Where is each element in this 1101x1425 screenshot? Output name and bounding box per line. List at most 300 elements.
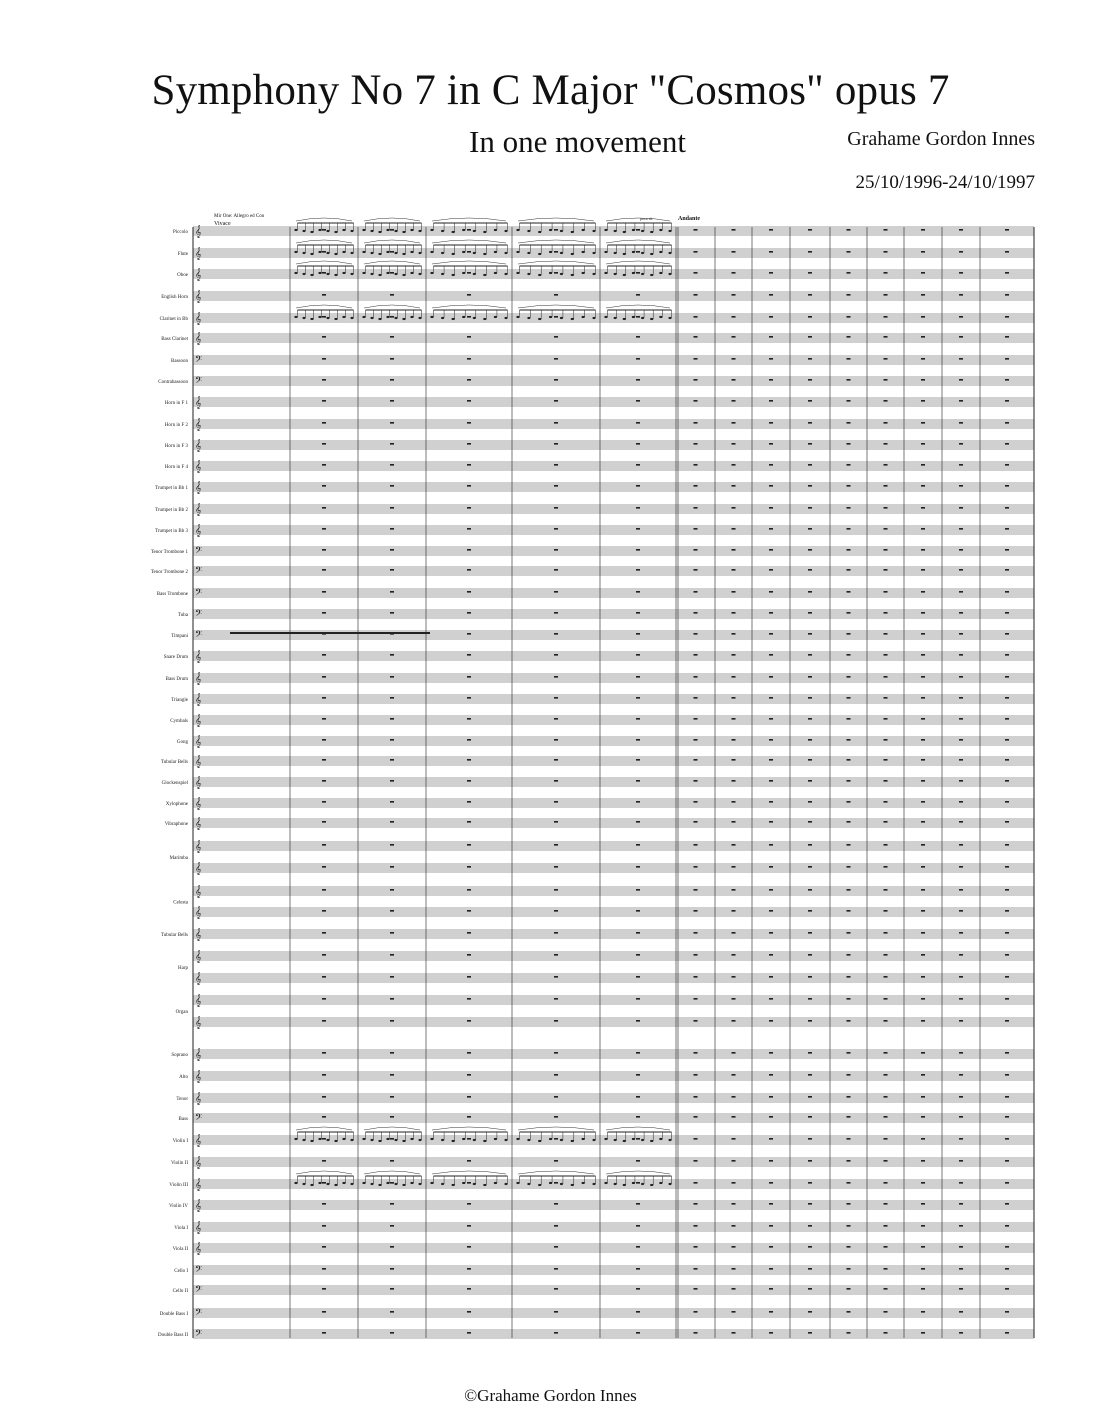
measure-rest bbox=[390, 821, 394, 823]
note-head bbox=[668, 230, 671, 232]
measure-rest bbox=[1005, 780, 1009, 782]
measure-rest bbox=[467, 443, 471, 445]
measure-rest bbox=[554, 569, 558, 571]
note-head bbox=[538, 231, 541, 233]
measure-rest bbox=[322, 932, 326, 934]
measure-rest bbox=[808, 1182, 812, 1184]
note-head bbox=[410, 1138, 413, 1140]
note-head bbox=[473, 230, 476, 232]
measure-rest bbox=[959, 697, 963, 699]
instrument-label: Viola I bbox=[174, 1226, 188, 1231]
note-head bbox=[378, 1184, 381, 1186]
note-head bbox=[560, 1139, 563, 1141]
measure-rest bbox=[808, 485, 812, 487]
measure-rest bbox=[390, 1311, 394, 1313]
measure-rest bbox=[769, 1074, 773, 1076]
measure-rest bbox=[467, 1074, 471, 1076]
measure-rest bbox=[959, 932, 963, 934]
note-head bbox=[378, 318, 381, 320]
instrument-label: Tuba bbox=[177, 613, 188, 618]
measure-rest bbox=[847, 1246, 851, 1248]
measure-rest bbox=[769, 358, 773, 360]
measure-rest bbox=[769, 1246, 773, 1248]
note-head bbox=[614, 273, 617, 275]
measure-rest bbox=[636, 633, 640, 635]
measure-rest bbox=[884, 294, 888, 296]
note-head bbox=[394, 1183, 397, 1185]
measure-rest bbox=[732, 976, 736, 978]
measure-rest bbox=[554, 954, 558, 956]
note-head bbox=[659, 1182, 662, 1184]
clef-icon: 𝄞 bbox=[195, 439, 202, 452]
measure-rest bbox=[884, 654, 888, 656]
clef-icon: 𝄞 bbox=[195, 797, 202, 810]
measure-rest bbox=[732, 801, 736, 803]
measure-rest bbox=[1005, 998, 1009, 1000]
note-head bbox=[342, 251, 345, 253]
note-head bbox=[362, 316, 365, 318]
note-head bbox=[294, 1138, 297, 1140]
measure-rest bbox=[884, 1116, 888, 1118]
measure-rest bbox=[921, 954, 925, 956]
note-head bbox=[538, 1184, 541, 1186]
measure-rest bbox=[847, 1288, 851, 1290]
page-subtitle: In one movement bbox=[469, 124, 686, 159]
measure-rest bbox=[322, 801, 326, 803]
measure-rest bbox=[769, 443, 773, 445]
note-head bbox=[641, 1183, 644, 1185]
note-head bbox=[452, 231, 455, 233]
measure-rest bbox=[636, 998, 640, 1000]
note-head bbox=[527, 230, 530, 232]
measure-rest bbox=[921, 676, 925, 678]
measure-rest bbox=[636, 336, 640, 338]
measure-rest bbox=[1005, 1116, 1009, 1118]
measure-rest bbox=[921, 739, 925, 741]
note-head bbox=[560, 317, 563, 319]
note-head bbox=[473, 273, 476, 275]
note-head bbox=[386, 251, 389, 253]
measure-rest bbox=[694, 1138, 698, 1140]
instrument-label: Oboe bbox=[177, 273, 188, 278]
measure-rest bbox=[769, 336, 773, 338]
instrument-label: Alto bbox=[179, 1075, 188, 1080]
slur bbox=[518, 305, 594, 308]
measure-rest bbox=[467, 780, 471, 782]
measure-rest bbox=[694, 316, 698, 318]
clef-icon: 𝄢 bbox=[195, 608, 203, 621]
measure-rest bbox=[769, 316, 773, 318]
note-head bbox=[334, 231, 337, 233]
clef-icon: 𝄞 bbox=[195, 950, 202, 963]
measure-rest bbox=[921, 400, 925, 402]
measure-rest bbox=[769, 1160, 773, 1162]
measure-rest bbox=[467, 801, 471, 803]
measure-rest bbox=[636, 1096, 640, 1098]
measure-rest bbox=[921, 1288, 925, 1290]
measure-rest bbox=[847, 336, 851, 338]
note-head bbox=[370, 317, 373, 319]
measure-rest bbox=[1005, 1311, 1009, 1313]
measure-rest bbox=[921, 569, 925, 571]
note-head bbox=[378, 1140, 381, 1142]
measure-rest bbox=[390, 316, 394, 318]
measure-rest bbox=[732, 844, 736, 846]
measure-rest bbox=[1005, 932, 1009, 934]
measure-rest bbox=[554, 910, 558, 912]
measure-rest bbox=[694, 229, 698, 231]
note-head bbox=[604, 251, 607, 253]
measure-rest bbox=[554, 400, 558, 402]
measure-rest bbox=[769, 780, 773, 782]
measure-rest bbox=[732, 1288, 736, 1290]
measure-rest bbox=[732, 954, 736, 956]
measure-rest bbox=[322, 549, 326, 551]
clef-icon: 𝄞 bbox=[195, 1156, 202, 1169]
note-head bbox=[632, 229, 635, 231]
measure-rest bbox=[467, 654, 471, 656]
note-head bbox=[504, 230, 507, 232]
measure-rest bbox=[636, 676, 640, 678]
measure-rest bbox=[467, 1160, 471, 1162]
clef-icon: 𝄞 bbox=[195, 396, 202, 409]
measure-rest bbox=[808, 1052, 812, 1054]
measure-rest bbox=[636, 1020, 640, 1022]
instrument-label: Violin III bbox=[169, 1183, 188, 1188]
measure-rest bbox=[467, 507, 471, 509]
measure-rest bbox=[322, 1052, 326, 1054]
measure-rest bbox=[1005, 1182, 1009, 1184]
note-head bbox=[294, 229, 297, 231]
measure-rest bbox=[769, 932, 773, 934]
measure-rest bbox=[390, 1246, 394, 1248]
measure-rest bbox=[636, 821, 640, 823]
measure-rest bbox=[847, 910, 851, 912]
measure-rest bbox=[847, 976, 851, 978]
measure-rest bbox=[732, 1182, 736, 1184]
measure-rest bbox=[390, 1052, 394, 1054]
note-head bbox=[504, 252, 507, 254]
measure-rest bbox=[636, 932, 640, 934]
clef-icon: 𝄢 bbox=[195, 1307, 203, 1320]
note-head bbox=[441, 1183, 444, 1185]
measure-rest bbox=[636, 889, 640, 891]
measure-rest bbox=[959, 1116, 963, 1118]
measure-rest bbox=[554, 1225, 558, 1227]
measure-rest bbox=[959, 1225, 963, 1227]
measure-rest bbox=[322, 336, 326, 338]
note-head bbox=[571, 253, 574, 255]
note-head bbox=[370, 273, 373, 275]
measure-rest bbox=[959, 1138, 963, 1140]
measure-rest bbox=[769, 272, 773, 274]
slur bbox=[364, 261, 420, 264]
note-head bbox=[641, 252, 644, 254]
measure-rest bbox=[636, 316, 640, 318]
measure-rest bbox=[554, 612, 558, 614]
measure-rest bbox=[322, 569, 326, 571]
slur bbox=[364, 240, 420, 243]
measure-rest bbox=[1005, 739, 1009, 741]
measure-rest bbox=[921, 1138, 925, 1140]
measure-rest bbox=[1005, 1332, 1009, 1334]
measure-rest bbox=[636, 549, 640, 551]
measure-rest bbox=[847, 1182, 851, 1184]
clef-icon: 𝄢 bbox=[195, 354, 203, 367]
measure-rest bbox=[808, 780, 812, 782]
note-head bbox=[592, 252, 595, 254]
measure-rest bbox=[1005, 866, 1009, 868]
measure-rest bbox=[884, 633, 888, 635]
clef-icon: 𝄞 bbox=[195, 672, 202, 685]
measure-rest bbox=[554, 1268, 558, 1270]
measure-rest bbox=[884, 358, 888, 360]
measure-rest bbox=[732, 821, 736, 823]
slur bbox=[606, 261, 670, 264]
measure-rest bbox=[959, 801, 963, 803]
slur bbox=[296, 305, 352, 308]
clef-icon: 𝄞 bbox=[195, 1134, 202, 1147]
measure-rest bbox=[554, 229, 558, 231]
measure-rest bbox=[884, 976, 888, 978]
note-head bbox=[504, 317, 507, 319]
measure-rest bbox=[554, 1288, 558, 1290]
slur bbox=[364, 1171, 420, 1174]
clef-icon: 𝄞 bbox=[195, 503, 202, 516]
measure-rest bbox=[808, 358, 812, 360]
slur bbox=[296, 1171, 352, 1174]
measure-rest bbox=[694, 821, 698, 823]
measure-rest bbox=[1005, 316, 1009, 318]
slur bbox=[518, 1127, 594, 1130]
measure-rest bbox=[847, 379, 851, 381]
measure-rest bbox=[732, 780, 736, 782]
measure-rest bbox=[921, 718, 925, 720]
note-head bbox=[592, 317, 595, 319]
instrument-label: Gong bbox=[176, 740, 188, 745]
note-head bbox=[623, 1184, 626, 1186]
measure-rest bbox=[732, 866, 736, 868]
measure-rest bbox=[467, 528, 471, 530]
measure-rest bbox=[636, 379, 640, 381]
measure-rest bbox=[732, 759, 736, 761]
measure-rest bbox=[554, 976, 558, 978]
measure-rest bbox=[847, 844, 851, 846]
note-head bbox=[592, 230, 595, 232]
instrument-label: Violin I bbox=[172, 1139, 188, 1144]
measure-rest bbox=[959, 1288, 963, 1290]
measure-rest bbox=[390, 1116, 394, 1118]
measure-rest bbox=[847, 612, 851, 614]
clef-icon: 𝄞 bbox=[195, 928, 202, 941]
measure-rest bbox=[769, 718, 773, 720]
measure-rest bbox=[694, 569, 698, 571]
instrument-label: Double Bass II bbox=[158, 1333, 188, 1338]
measure-rest bbox=[1005, 718, 1009, 720]
measure-rest bbox=[959, 358, 963, 360]
measure-rest bbox=[732, 358, 736, 360]
measure-rest bbox=[467, 464, 471, 466]
measure-rest bbox=[390, 400, 394, 402]
note-head bbox=[527, 252, 530, 254]
measure-rest bbox=[1005, 1160, 1009, 1162]
measure-rest bbox=[390, 569, 394, 571]
measure-rest bbox=[1005, 229, 1009, 231]
measure-rest bbox=[467, 954, 471, 956]
slur bbox=[364, 218, 420, 221]
note-head bbox=[394, 317, 397, 319]
measure-rest bbox=[769, 676, 773, 678]
measure-rest bbox=[921, 821, 925, 823]
measure-rest bbox=[847, 507, 851, 509]
slur bbox=[606, 1171, 670, 1174]
note-head bbox=[350, 252, 353, 254]
slur bbox=[518, 218, 594, 221]
note-head bbox=[402, 231, 405, 233]
note-head bbox=[342, 1138, 345, 1140]
measure-rest bbox=[959, 1203, 963, 1205]
measure-rest bbox=[1005, 821, 1009, 823]
measure-rest bbox=[732, 697, 736, 699]
measure-rest bbox=[1005, 676, 1009, 678]
clef-icon: 𝄞 bbox=[195, 1221, 202, 1234]
note-head bbox=[571, 1140, 574, 1142]
measure-rest bbox=[636, 976, 640, 978]
measure-rest bbox=[554, 1020, 558, 1022]
note-head bbox=[483, 1140, 486, 1142]
note-head bbox=[650, 274, 653, 276]
measure-rest bbox=[322, 1268, 326, 1270]
measure-rest bbox=[884, 1288, 888, 1290]
measure-rest bbox=[884, 336, 888, 338]
measure-rest bbox=[808, 612, 812, 614]
measure-rest bbox=[636, 294, 640, 296]
measure-rest bbox=[636, 1311, 640, 1313]
measure-rest bbox=[808, 528, 812, 530]
measure-rest bbox=[694, 422, 698, 424]
measure-rest bbox=[732, 739, 736, 741]
instrument-label: Horn in F 4 bbox=[164, 465, 188, 470]
note-head bbox=[571, 231, 574, 233]
measure-rest bbox=[694, 1096, 698, 1098]
measure-rest bbox=[921, 1332, 925, 1334]
note-head bbox=[516, 316, 519, 318]
clef-icon: 𝄞 bbox=[195, 994, 202, 1007]
clef-icon: 𝄞 bbox=[195, 817, 202, 830]
note-head bbox=[632, 272, 635, 274]
instrument-label: English Horn bbox=[161, 295, 188, 300]
measure-rest bbox=[732, 1203, 736, 1205]
note-head bbox=[614, 317, 617, 319]
note-head bbox=[549, 1182, 552, 1184]
measure-rest bbox=[732, 485, 736, 487]
measure-rest bbox=[467, 549, 471, 551]
measure-rest bbox=[808, 591, 812, 593]
measure-rest bbox=[884, 954, 888, 956]
measure-rest bbox=[884, 272, 888, 274]
measure-rest bbox=[847, 1225, 851, 1227]
measure-rest bbox=[884, 1332, 888, 1334]
measure-rest bbox=[959, 910, 963, 912]
measure-rest bbox=[554, 1182, 558, 1184]
measure-rest bbox=[694, 1332, 698, 1334]
measure-rest bbox=[390, 1332, 394, 1334]
measure-rest bbox=[921, 633, 925, 635]
measure-rest bbox=[322, 1288, 326, 1290]
measure-rest bbox=[808, 464, 812, 466]
measure-rest bbox=[847, 251, 851, 253]
note-head bbox=[641, 230, 644, 232]
measure-rest bbox=[732, 443, 736, 445]
measure-rest bbox=[1005, 1074, 1009, 1076]
measure-rest bbox=[808, 697, 812, 699]
measure-rest bbox=[554, 866, 558, 868]
note-head bbox=[549, 316, 552, 318]
measure-rest bbox=[636, 1203, 640, 1205]
measure-rest bbox=[694, 889, 698, 891]
note-head bbox=[394, 252, 397, 254]
measure-rest bbox=[694, 1020, 698, 1022]
measure-rest bbox=[959, 1052, 963, 1054]
measure-rest bbox=[769, 1332, 773, 1334]
measure-rest bbox=[769, 528, 773, 530]
measure-rest bbox=[921, 591, 925, 593]
composer-name: Grahame Gordon Innes bbox=[847, 128, 1035, 150]
measure-rest bbox=[322, 1074, 326, 1076]
note-head bbox=[538, 253, 541, 255]
measure-rest bbox=[1005, 976, 1009, 978]
measure-rest bbox=[1005, 1020, 1009, 1022]
measure-rest bbox=[884, 422, 888, 424]
clef-icon: 𝄢 bbox=[195, 375, 203, 388]
measure-rest bbox=[467, 1182, 471, 1184]
note-head bbox=[418, 273, 421, 275]
note-head bbox=[582, 272, 585, 274]
note-head bbox=[516, 251, 519, 253]
measure-rest bbox=[390, 889, 394, 891]
measure-rest bbox=[1005, 464, 1009, 466]
measure-rest bbox=[390, 612, 394, 614]
measure-rest bbox=[884, 528, 888, 530]
note-head bbox=[571, 318, 574, 320]
measure-rest bbox=[694, 1116, 698, 1118]
measure-rest bbox=[554, 889, 558, 891]
note-head bbox=[326, 273, 329, 275]
measure-rest bbox=[322, 739, 326, 741]
measure-rest bbox=[847, 294, 851, 296]
measure-rest bbox=[808, 676, 812, 678]
measure-rest bbox=[694, 780, 698, 782]
measure-rest bbox=[694, 251, 698, 253]
note-head bbox=[402, 274, 405, 276]
measure-rest bbox=[769, 569, 773, 571]
measure-rest bbox=[636, 1268, 640, 1270]
measure-rest bbox=[847, 1138, 851, 1140]
measure-rest bbox=[1005, 400, 1009, 402]
measure-rest bbox=[636, 718, 640, 720]
measure-rest bbox=[847, 998, 851, 1000]
instrument-label: Bass bbox=[178, 1117, 188, 1122]
note-head bbox=[350, 317, 353, 319]
measure-rest bbox=[732, 633, 736, 635]
measure-rest bbox=[390, 422, 394, 424]
note-head bbox=[362, 251, 365, 253]
measure-rest bbox=[694, 718, 698, 720]
measure-rest bbox=[808, 1311, 812, 1313]
measure-rest bbox=[732, 316, 736, 318]
instrument-label: Tenor Trombone 1 bbox=[150, 550, 188, 555]
measure-rest bbox=[554, 718, 558, 720]
